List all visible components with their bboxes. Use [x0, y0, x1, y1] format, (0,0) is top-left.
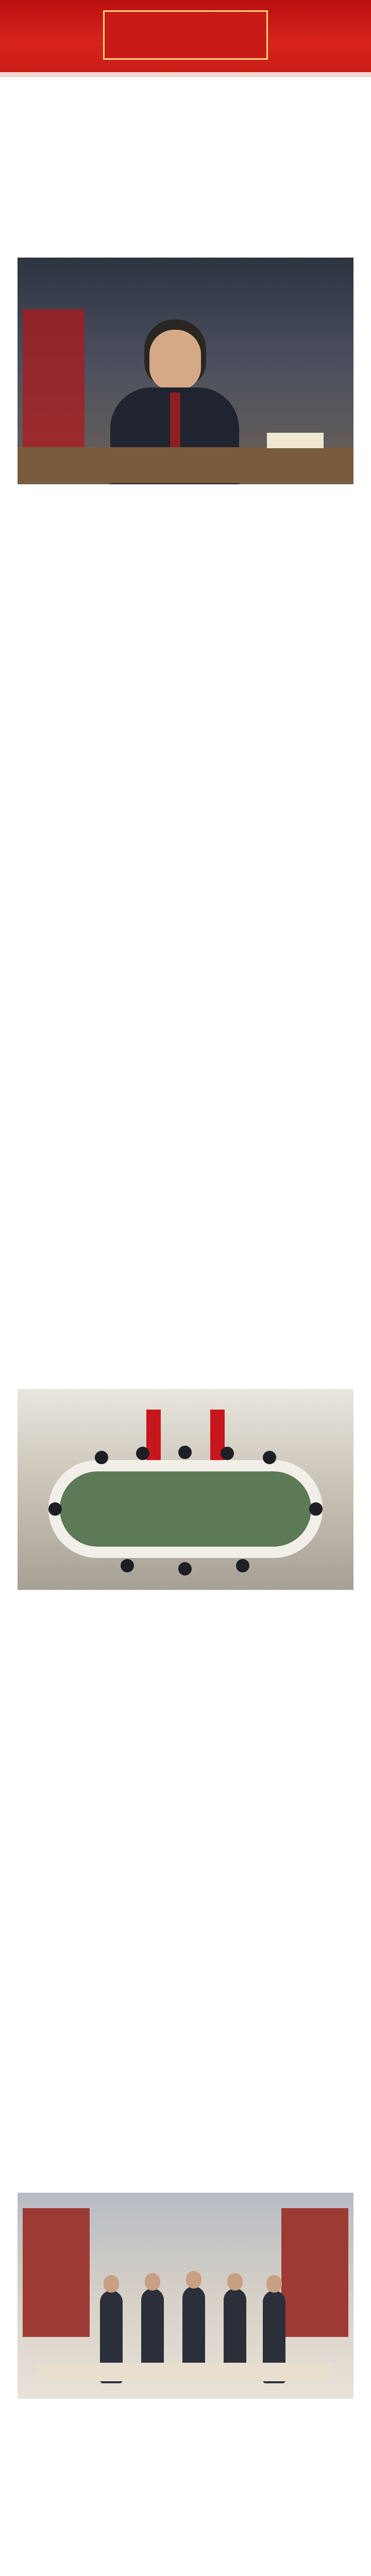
name-plate-shape [267, 433, 324, 448]
body-paragraph [18, 1954, 353, 2044]
attendee-shape [178, 1446, 192, 1459]
flag-shape [146, 1410, 161, 1466]
display-panel-shape [23, 2208, 90, 2337]
body-paragraph [18, 2512, 353, 2576]
attendee-shape [263, 1451, 276, 1464]
header-divider-band [0, 72, 371, 77]
attendee-shape [121, 1559, 134, 1572]
body-paragraph [18, 1870, 353, 1947]
body-paragraph [18, 1086, 353, 1150]
visitor-head-shape [145, 2273, 160, 2291]
speaker-tie-shape [170, 393, 180, 449]
attendee-shape [221, 1447, 234, 1460]
body-paragraph [18, 598, 353, 675]
attendee-shape [236, 1559, 249, 1572]
intro-paragraph [18, 127, 353, 152]
attendee-shape [95, 1451, 108, 1464]
body-paragraph [18, 681, 353, 861]
visitor-head-shape [186, 2271, 201, 2289]
body-paragraph [18, 1620, 353, 1697]
flag-shape [23, 309, 85, 447]
photo-conference-room [18, 1389, 353, 1590]
header-banner [0, 0, 371, 77]
body-paragraph [18, 1703, 353, 1781]
attendee-shape [178, 1562, 192, 1575]
attendee-shape [48, 1502, 62, 1516]
visitor-head-shape [227, 2273, 243, 2291]
body-paragraph [18, 868, 353, 996]
conference-table-shape [48, 1460, 323, 1558]
title-box [103, 10, 268, 60]
attendee-shape [309, 1502, 323, 1516]
photo-meeting-speech [18, 258, 353, 484]
photo-exhibition-visit [18, 2193, 353, 2399]
body-paragraph [18, 2121, 353, 2185]
exhibit-table-shape [38, 2363, 332, 2381]
visitor-head-shape [104, 2275, 119, 2293]
photo-caption [18, 488, 353, 507]
visitor-head-shape [266, 2275, 282, 2293]
body-paragraph [18, 1266, 353, 1382]
body-paragraph [18, 1157, 353, 1260]
display-panel-shape [281, 2208, 348, 2337]
photo-caption [18, 2403, 353, 2421]
photo-caption [18, 1594, 353, 1613]
body-paragraph [18, 2050, 353, 2114]
speaker-face-shape [149, 330, 201, 391]
desk-shape [18, 447, 353, 483]
body-paragraph [18, 1787, 353, 1864]
body-paragraph [18, 514, 353, 591]
body-paragraph [18, 1003, 353, 1080]
intro-paragraph [18, 82, 353, 121]
attendee-shape [136, 1447, 149, 1460]
body-paragraph [18, 2429, 353, 2506]
intro-paragraph [18, 160, 353, 250]
